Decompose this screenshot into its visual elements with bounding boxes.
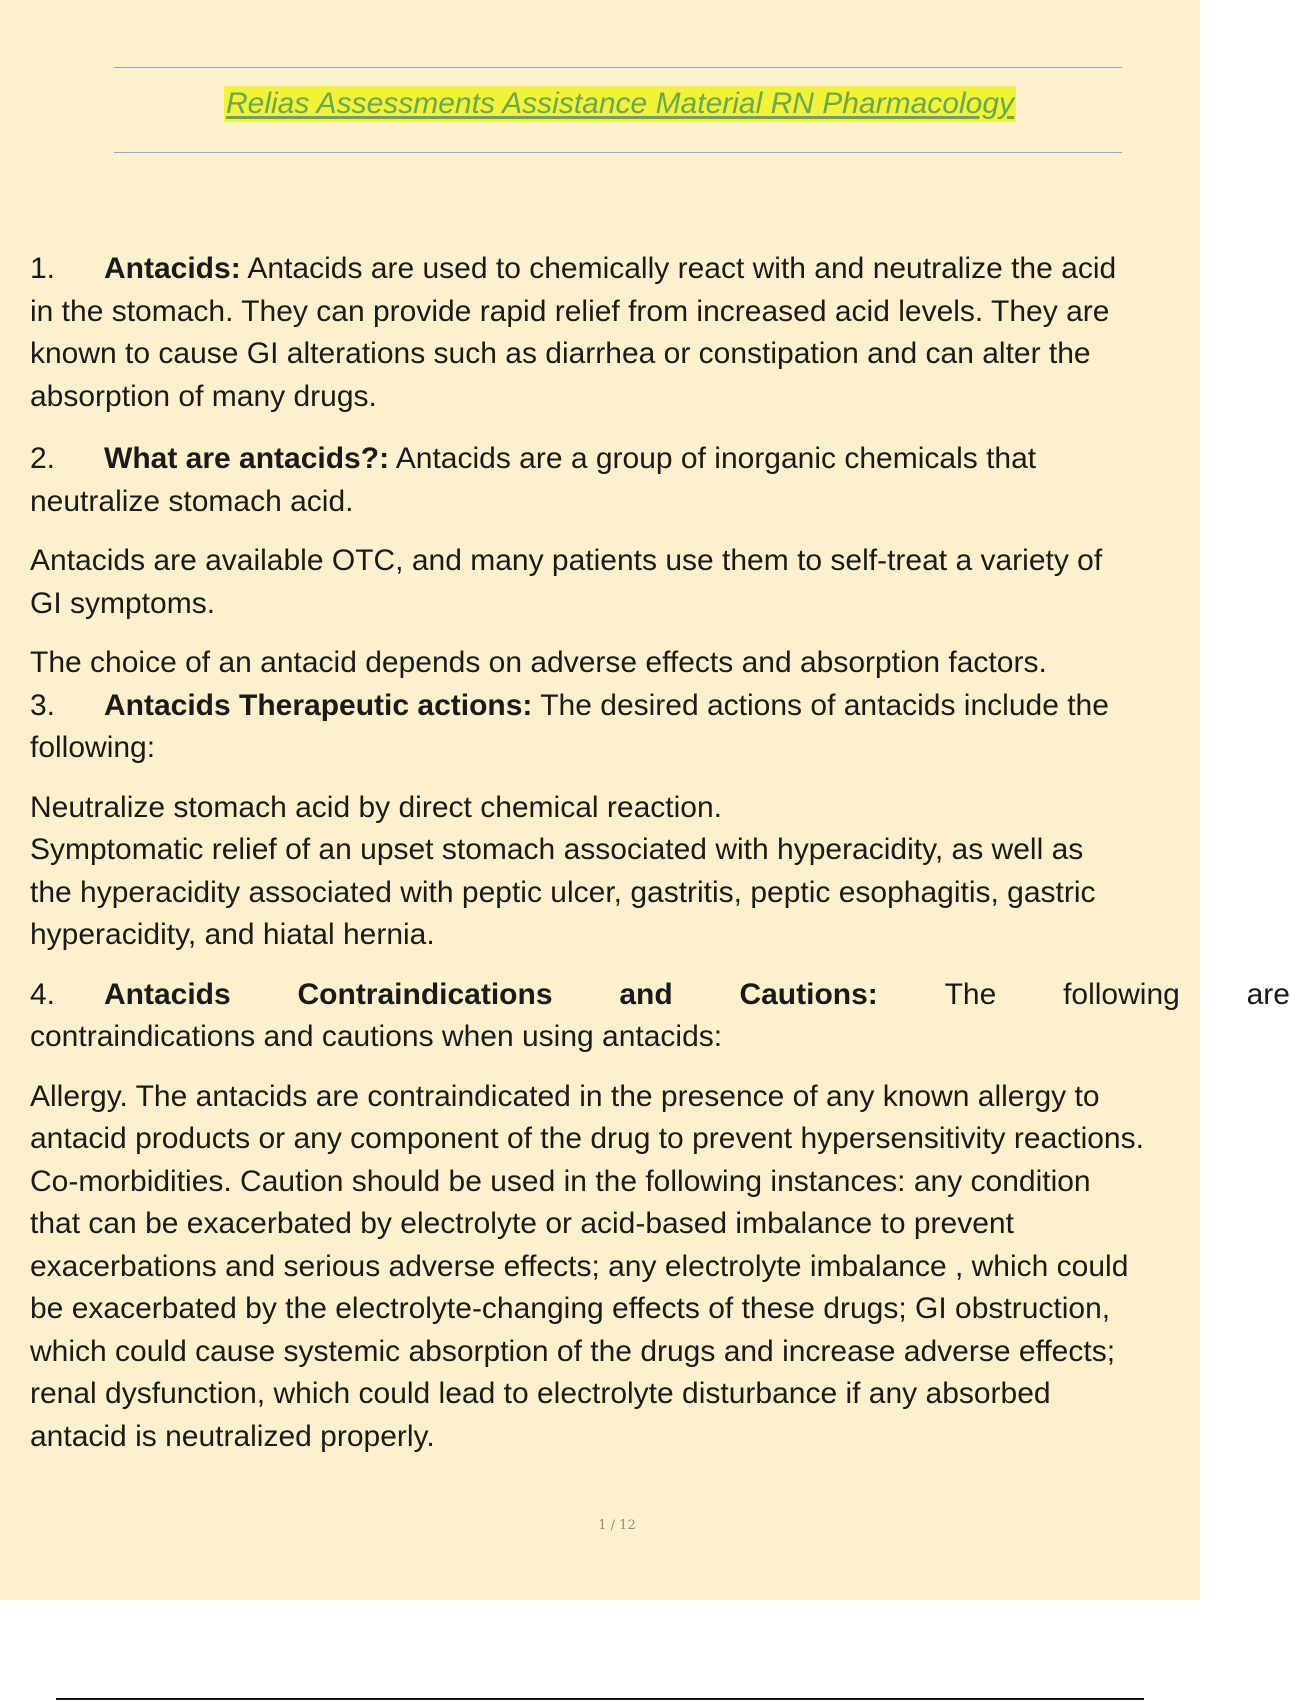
paragraph-line — [30, 685, 1290, 728]
paragraph-line: Co-morbidities. Caution should be used in the following instances: any condition — [30, 1164, 1091, 1198]
paragraph-line: the hyperacidity associated with peptic ulcer, gastritis, peptic esophagitis, gastric — [30, 875, 1096, 909]
paragraph-line: that can be exacerbated by electrolyte or acid-based imbalance to prevent — [30, 1207, 1014, 1240]
paragraph-neutralize: Neutralize stomach acid by direct chemical reaction. — [30, 790, 722, 824]
section-number: 3. — [30, 688, 56, 722]
section-term: Contraindications — [297, 977, 553, 1011]
paragraph-line: following: — [30, 731, 156, 764]
paragraph-symptomatic — [30, 829, 1290, 957]
section-therapeutic-actions — [30, 685, 1290, 770]
paragraph-line: Symptomatic relief of an upset stomach associated with hyperacidity, as well as — [30, 833, 1084, 866]
document-body — [30, 248, 1290, 1458]
section-antacids — [30, 248, 1290, 418]
header-bottom-rule — [114, 152, 1122, 153]
paragraph-line: exacerbations and serious adverse effects; any electrolyte imbalance , which could — [30, 1249, 1129, 1283]
section-number: 2. — [30, 442, 56, 475]
paragraph-line — [30, 974, 1290, 1017]
paragraph-line: known to cause GI alterations such as diarrhea or constipation and can alter the — [30, 337, 1091, 370]
title-container — [0, 86, 1240, 122]
section-what-are-antacids — [30, 438, 1290, 523]
paragraph-choice: The choice of an antacid depends on adverse effects and absorption factors. — [30, 646, 1047, 679]
section-term: and — [619, 977, 673, 1011]
paragraph-line: renal dysfunction, which could lead to electrolyte disturbance if any absorbed — [30, 1377, 1051, 1410]
paragraph-line: contraindications and cautions when using antacids: — [30, 1020, 723, 1053]
paragraph-line: absorption of many drugs. — [30, 379, 377, 413]
section-contraindications — [30, 974, 1290, 1059]
paragraph-line: Allergy. The antacids are contraindicated in the presence of any known allergy to — [30, 1079, 1100, 1113]
section-term: Antacids: — [104, 252, 241, 285]
header-top-rule — [114, 67, 1122, 68]
section-number: 4. — [30, 977, 56, 1011]
page-number: 1 / 12 — [598, 1518, 636, 1533]
paragraph-line — [30, 438, 1290, 481]
document-title: Relias Assessments Assistance Material RN Pharmacology — [225, 87, 1015, 120]
paragraph-text: Antacids are a group of inorganic chemicals that — [395, 442, 1037, 475]
paragraph-text: Antacids are used to chemically react with and neutralize the acid — [247, 252, 1117, 285]
paragraph-allergy — [30, 1076, 1290, 1459]
paragraph-line: in the stomach. They can provide rapid relief from increased acid levels. They are — [30, 294, 1110, 328]
paragraph-line — [30, 248, 1290, 291]
section-term: Antacids Therapeutic actions: — [104, 688, 533, 722]
paragraph-line: hyperacidity, and hiatal hernia. — [30, 918, 435, 951]
section-term: Antacids — [104, 977, 231, 1011]
paragraph-word: are — [1246, 977, 1290, 1011]
paragraph-line: antacid is neutralized properly. — [30, 1419, 435, 1453]
paragraph-line: antacid products or any component of the drug to prevent hypersensitivity reactions. — [30, 1122, 1144, 1155]
paragraph-line: GI symptoms. — [30, 586, 216, 620]
paragraph-line: be exacerbated by the electrolyte-changing effects of these drugs; GI obstruction, — [30, 1292, 1111, 1325]
section-term: What are antacids?: — [104, 442, 390, 475]
section-term: Cautions: — [739, 977, 878, 1011]
paragraph-text: The desired actions of antacids include the — [540, 688, 1109, 722]
paragraph-line: which could cause systemic absorption of the drugs and increase adverse effects; — [30, 1334, 1116, 1368]
paragraph-line: Antacids are available OTC, and many patients use them to self-treat a variety of — [30, 544, 1103, 577]
paragraph-word: following — [1063, 977, 1180, 1011]
paragraph-otc — [30, 540, 1290, 625]
paragraph-line: neutralize stomach acid. — [30, 484, 354, 518]
paragraph-word: The — [944, 977, 997, 1011]
section-number: 1. — [30, 252, 56, 285]
